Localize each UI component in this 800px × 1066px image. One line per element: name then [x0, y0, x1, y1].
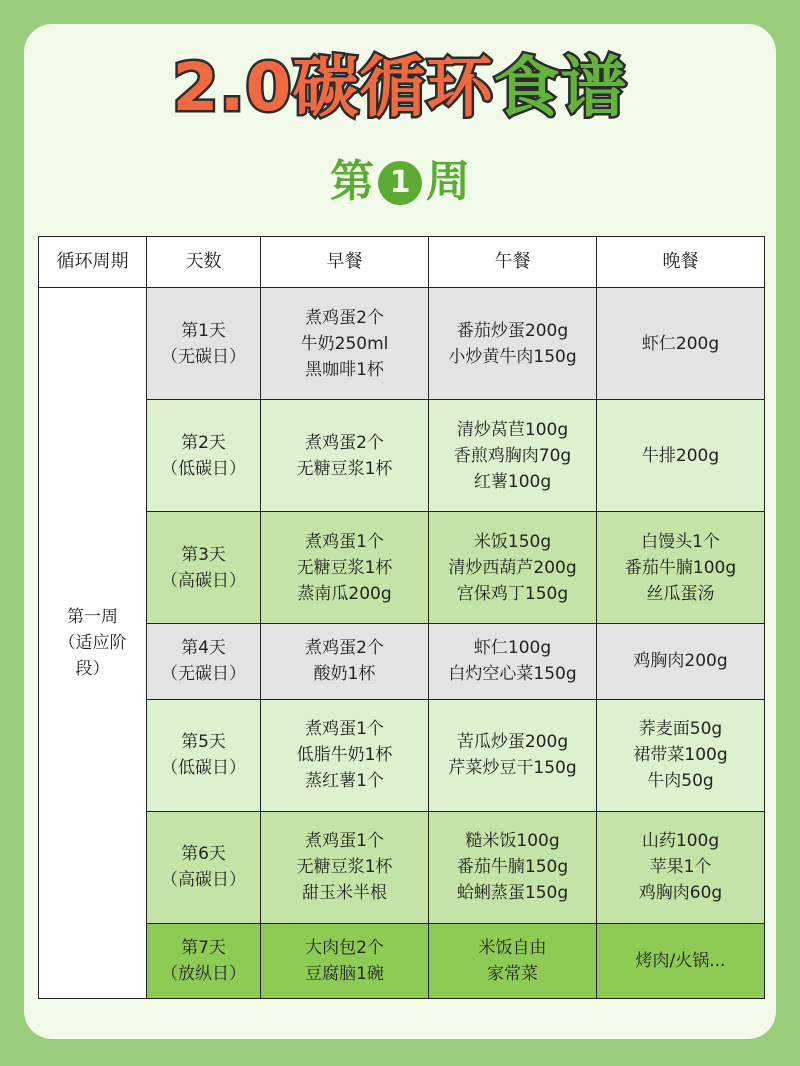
day-label: 第5天	[181, 732, 226, 753]
day-cell	[147, 400, 261, 512]
food-item: 牛肉50g	[647, 771, 714, 792]
header-lunch: 午餐	[429, 237, 597, 288]
breakfast-cell	[261, 699, 429, 811]
subtitle-suffix: 周	[426, 156, 470, 207]
header-day: 天数	[147, 237, 261, 288]
dinner-cell	[597, 923, 765, 998]
week-number-badge: 1	[378, 161, 422, 205]
lunch-cell	[429, 923, 597, 998]
table-row	[39, 288, 765, 400]
dinner-cell	[597, 811, 765, 923]
food-item: 甜玉米半根	[302, 883, 387, 904]
meal-plan-table	[38, 236, 765, 999]
food-item: 山药100g	[641, 831, 720, 852]
day-type: （低碳日）	[161, 458, 246, 479]
food-item: 牛奶250ml	[300, 333, 389, 354]
title-part-1: 2.0碳循环	[172, 49, 494, 126]
food-item: 无糖豆浆1杯	[296, 458, 393, 479]
day-cell	[147, 512, 261, 624]
day-cell	[147, 624, 261, 699]
dinner-cell	[597, 699, 765, 811]
food-item: 番茄牛腩150g	[456, 857, 569, 878]
food-item: 糙米饭100g	[465, 831, 560, 852]
food-item: 小炒黄牛肉150g	[448, 346, 577, 367]
dinner-cell	[597, 512, 765, 624]
dinner-cell	[597, 624, 765, 699]
lunch-cell	[429, 512, 597, 624]
lunch-cell	[429, 811, 597, 923]
day-label: 第3天	[181, 544, 226, 565]
breakfast-cell	[261, 288, 429, 400]
day-type: （低碳日）	[161, 758, 246, 779]
table-row	[39, 512, 765, 624]
food-item: 虾仁200g	[641, 333, 720, 354]
header-row	[39, 237, 765, 288]
subtitle-prefix: 第	[330, 156, 374, 207]
food-item: 煮鸡蛋2个	[305, 638, 384, 659]
table-row	[39, 923, 765, 998]
period-line: （适应阶	[58, 633, 127, 653]
table-row	[39, 699, 765, 811]
food-item: 煮鸡蛋1个	[305, 831, 384, 852]
breakfast-cell	[261, 400, 429, 512]
lunch-cell	[429, 288, 597, 400]
food-item: 家常菜	[487, 963, 538, 984]
food-item: 蛤蜊蒸蛋150g	[456, 883, 569, 904]
period-line: 段）	[75, 659, 110, 679]
day-type: （无碳日）	[161, 664, 246, 685]
food-item: 烤肉/火锅...	[635, 950, 726, 971]
dinner-cell	[597, 400, 765, 512]
day-type: （无碳日）	[161, 346, 246, 367]
food-item: 蒸红薯1个	[305, 771, 384, 792]
food-item: 低脂牛奶1杯	[296, 745, 393, 766]
food-item: 米饭自由	[478, 937, 547, 958]
food-item: 清炒莴苣100g	[456, 419, 569, 440]
table-row	[39, 811, 765, 923]
food-item: 白灼空心菜150g	[448, 664, 577, 685]
day-label: 第2天	[181, 432, 226, 453]
food-item: 米饭150g	[473, 531, 552, 552]
lunch-cell	[429, 624, 597, 699]
food-item: 芹菜炒豆干150g	[448, 758, 577, 779]
day-type: （高碳日）	[161, 870, 246, 891]
food-item: 煮鸡蛋1个	[305, 531, 384, 552]
food-item: 煮鸡蛋2个	[305, 432, 384, 453]
food-item: 裙带菜100g	[633, 745, 728, 766]
page-title	[0, 48, 800, 128]
food-item: 宫保鸡丁150g	[456, 583, 569, 604]
day-label: 第6天	[181, 844, 226, 865]
day-label: 第7天	[181, 937, 226, 958]
food-item: 煮鸡蛋1个	[305, 719, 384, 740]
day-cell	[147, 923, 261, 998]
food-item: 无糖豆浆1杯	[296, 857, 393, 878]
day-type: （高碳日）	[161, 570, 246, 591]
breakfast-cell	[261, 811, 429, 923]
food-item: 无糖豆浆1杯	[296, 557, 393, 578]
food-item: 黑咖啡1杯	[305, 359, 384, 380]
dinner-cell	[597, 288, 765, 400]
header-dinner: 晚餐	[597, 237, 765, 288]
food-item: 清炒西葫芦200g	[448, 557, 577, 578]
food-item: 牛排200g	[641, 445, 720, 466]
lunch-cell	[429, 400, 597, 512]
breakfast-cell	[261, 624, 429, 699]
food-item: 红薯100g	[473, 471, 552, 492]
table-row	[39, 400, 765, 512]
day-cell	[147, 811, 261, 923]
period-cell	[39, 288, 147, 999]
period-line: 第一周	[67, 607, 118, 627]
food-item: 苹果1个	[649, 857, 712, 878]
title-part-2: 食谱	[493, 49, 628, 126]
food-item: 鸡胸肉60g	[638, 883, 723, 904]
breakfast-cell	[261, 512, 429, 624]
day-label: 第4天	[181, 638, 226, 659]
day-cell	[147, 699, 261, 811]
food-item: 白馒头1个	[641, 531, 720, 552]
table-row	[39, 624, 765, 699]
food-item: 煮鸡蛋2个	[305, 307, 384, 328]
day-label: 第1天	[181, 320, 226, 341]
week-subtitle	[0, 152, 800, 212]
food-item: 番茄牛腩100g	[624, 557, 737, 578]
food-item: 丝瓜蛋汤	[646, 583, 715, 604]
food-item: 香煎鸡胸肉70g	[453, 445, 572, 466]
day-type: （放纵日）	[161, 963, 246, 984]
food-item: 荞麦面50g	[638, 719, 723, 740]
breakfast-cell	[261, 923, 429, 998]
header-period: 循环周期	[39, 237, 147, 288]
lunch-cell	[429, 699, 597, 811]
food-item: 苦瓜炒蛋200g	[456, 732, 569, 753]
food-item: 虾仁100g	[473, 638, 552, 659]
food-item: 大肉包2个	[305, 937, 384, 958]
food-item: 鸡胸肉200g	[633, 651, 728, 672]
day-cell	[147, 288, 261, 400]
food-item: 酸奶1杯	[313, 664, 376, 685]
food-item: 蒸南瓜200g	[297, 583, 392, 604]
header-breakfast: 早餐	[261, 237, 429, 288]
food-item: 豆腐脑1碗	[305, 963, 384, 984]
food-item: 番茄炒蛋200g	[456, 320, 569, 341]
